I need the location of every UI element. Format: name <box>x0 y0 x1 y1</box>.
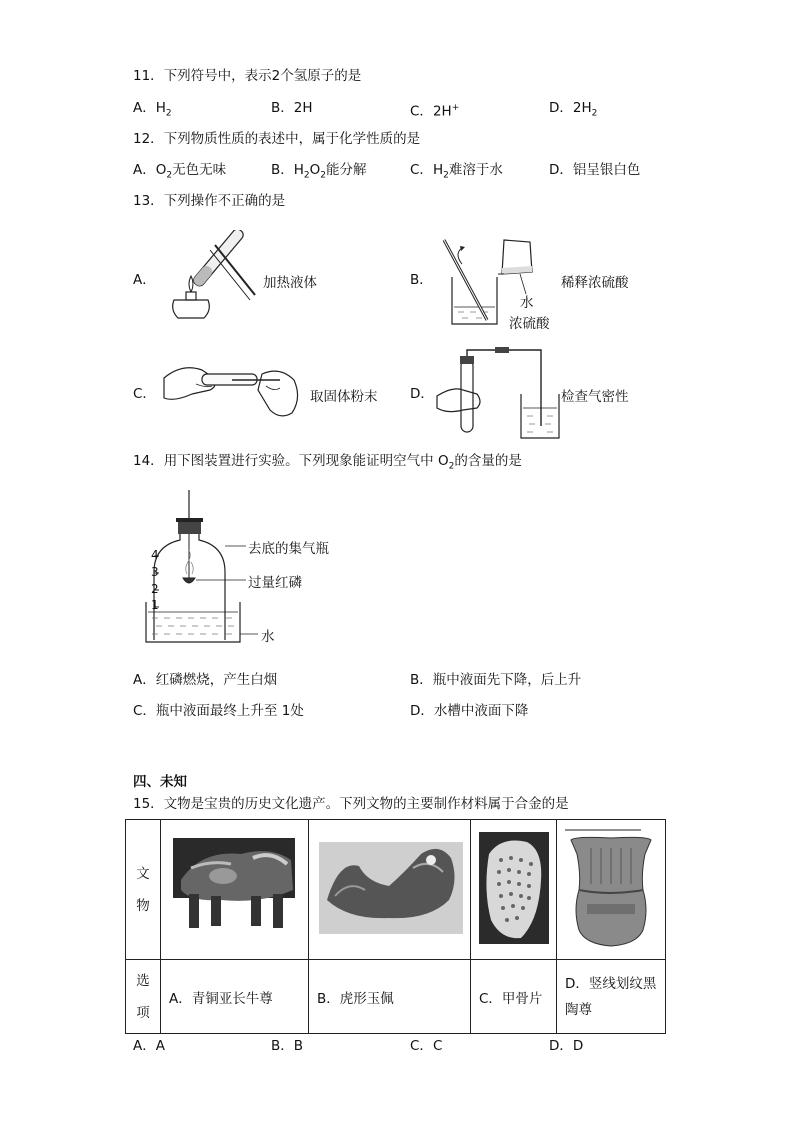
relics-table <box>125 819 666 1034</box>
q14-option-b[interactable] <box>410 671 581 689</box>
relic-label-a: A．青铜亚长牛尊 <box>161 960 309 1034</box>
option-letter: B． <box>271 100 294 116</box>
question-text: 的含量的是 <box>454 453 522 469</box>
option-text: 2H <box>572 100 592 116</box>
question-text: 下列物质性质的表述中，属于化学性质的是 <box>163 131 421 147</box>
row-header-options <box>126 960 161 1034</box>
section-title: 四、未知 <box>133 774 187 790</box>
option-letter: D． <box>410 386 434 402</box>
option-letter: A． <box>133 1038 156 1054</box>
figure-label: 稀释浓硫酸 <box>561 275 629 291</box>
figure-label: 加热液体 <box>263 275 317 291</box>
question-number: 11． <box>133 68 164 84</box>
q13-option-c[interactable] <box>133 385 156 403</box>
header-char: 物 <box>136 897 150 914</box>
scale-mark-4: 4 <box>151 548 159 562</box>
question-number: 13． <box>133 193 164 209</box>
heating-liquid-figure <box>160 230 260 325</box>
question-text: 下列符号中，表示2个氢原子的是 <box>163 68 362 84</box>
option-text: 2H <box>432 103 452 120</box>
bottle-label: 去底的集气瓶 <box>248 541 329 557</box>
relic-label-d-line2: 陶尊 <box>565 1001 592 1018</box>
figure-label: 检查气密性 <box>561 389 629 405</box>
question-11-stem <box>133 67 361 85</box>
table-row-relics <box>126 820 666 960</box>
subscript: 2 <box>165 108 172 119</box>
subscript: 2 <box>448 461 455 472</box>
option-text: 瓶中液面最终上升至 1处 <box>155 703 304 719</box>
q13-option-d[interactable] <box>410 385 434 403</box>
option-text: 铝呈银白色 <box>572 162 641 178</box>
option-letter: B． <box>410 272 433 288</box>
option-text: 红磷燃烧，产生白烟 <box>155 672 278 688</box>
option-text: 能分解 <box>326 162 367 178</box>
option-letter: A． <box>133 162 156 178</box>
q14-option-d[interactable] <box>410 702 528 720</box>
relic-image-a <box>161 820 309 960</box>
option-letter: D． <box>549 1038 573 1054</box>
q15-option-c[interactable] <box>410 1037 442 1055</box>
q12-option-d[interactable] <box>549 161 640 179</box>
q12-option-a[interactable] <box>133 161 226 185</box>
option-text: H <box>293 162 304 178</box>
option-text: 瓶中液面先下降，后上升 <box>432 672 582 688</box>
acid-label: 浓硫酸 <box>509 316 550 332</box>
question-number: 15． <box>133 796 164 812</box>
option-text: 难溶于水 <box>448 162 503 178</box>
q12-option-b[interactable] <box>271 161 367 185</box>
question-text: 下列操作不正确的是 <box>163 193 286 209</box>
question-15-stem <box>133 795 569 813</box>
relic-image-b <box>309 820 471 960</box>
option-text: 2H <box>293 100 313 116</box>
scale-mark-2: 2 <box>151 582 159 596</box>
q11-option-b[interactable] <box>271 99 313 117</box>
option-letter: B． <box>271 162 294 178</box>
q11-option-a[interactable] <box>133 99 172 123</box>
option-text: 水槽中液面下降 <box>433 703 529 719</box>
question-text: 用下图装置进行实验。下列现象能证明空气中 O <box>163 453 449 469</box>
relic-image-c <box>471 820 557 960</box>
figure-label: 取固体粉末 <box>310 389 378 405</box>
water-label: 水 <box>261 629 275 645</box>
option-text: H <box>432 162 444 178</box>
q14-option-c[interactable] <box>133 702 304 720</box>
question-14-stem <box>133 452 522 476</box>
option-text: 无色无味 <box>172 162 227 178</box>
relic-image-d <box>557 820 666 960</box>
header-char: 选 <box>136 972 150 989</box>
q11-option-d[interactable] <box>549 99 597 123</box>
subscript: 2 <box>443 170 449 181</box>
water-label: 水 <box>520 295 534 311</box>
relic-label-b: B．虎形玉佩 <box>309 960 471 1034</box>
option-letter: A． <box>133 272 156 288</box>
header-char: 项 <box>136 1004 150 1021</box>
subscript: 2 <box>303 170 310 181</box>
option-letter: C． <box>410 103 433 120</box>
q15-option-b[interactable] <box>271 1037 303 1055</box>
phosphorus-label: 过量红磷 <box>248 575 302 591</box>
question-13-stem <box>133 192 285 210</box>
subscript: 2 <box>166 170 173 181</box>
relic-label-d <box>557 960 666 1034</box>
relic-label-d-line1: D．竖线划纹黑 <box>565 975 657 992</box>
q13-option-a[interactable] <box>133 271 156 289</box>
option-letter: D． <box>549 162 573 178</box>
option-letter: D． <box>549 100 573 116</box>
q15-option-d[interactable] <box>549 1037 583 1055</box>
row-header-relics <box>126 820 161 960</box>
option-text: D <box>572 1038 584 1054</box>
question-number: 14． <box>133 453 164 469</box>
superscript: + <box>451 103 460 113</box>
scale-mark-3: 3 <box>151 565 159 579</box>
airtightness-figure <box>433 346 563 441</box>
option-letter: A． <box>133 100 156 116</box>
option-letter: C． <box>410 1038 433 1054</box>
q12-option-c[interactable] <box>410 161 503 185</box>
option-letter: C． <box>133 703 156 719</box>
option-text: C <box>432 1038 443 1054</box>
relic-label-c: C．甲骨片 <box>471 960 557 1034</box>
q14-option-a[interactable] <box>133 671 277 689</box>
option-letter: B． <box>410 672 433 688</box>
option-letter: C． <box>410 162 433 178</box>
option-letter: A． <box>133 672 156 688</box>
scale-mark-1: 1 <box>151 598 159 612</box>
option-letter: D． <box>410 703 434 719</box>
option-letter: C． <box>133 386 156 402</box>
question-12-stem <box>133 130 420 148</box>
subscript: 2 <box>320 170 327 181</box>
take-powder-figure <box>162 358 307 428</box>
q15-option-a[interactable] <box>133 1037 165 1055</box>
option-text: O <box>309 162 321 178</box>
option-letter: B． <box>271 1038 294 1054</box>
table-row-options <box>126 960 666 1034</box>
header-char: 文 <box>136 865 150 882</box>
question-number: 12． <box>133 131 164 147</box>
q13-option-b[interactable] <box>410 271 433 289</box>
option-text: O <box>155 162 167 178</box>
option-text: B <box>293 1038 304 1054</box>
option-text: H <box>155 100 166 116</box>
q11-option-c[interactable] <box>410 99 459 121</box>
option-text: A <box>155 1038 165 1054</box>
subscript: 2 <box>591 108 598 119</box>
question-text: 文物是宝贵的历史文化遗产。下列文物的主要制作材料属于合金的是 <box>163 796 569 812</box>
